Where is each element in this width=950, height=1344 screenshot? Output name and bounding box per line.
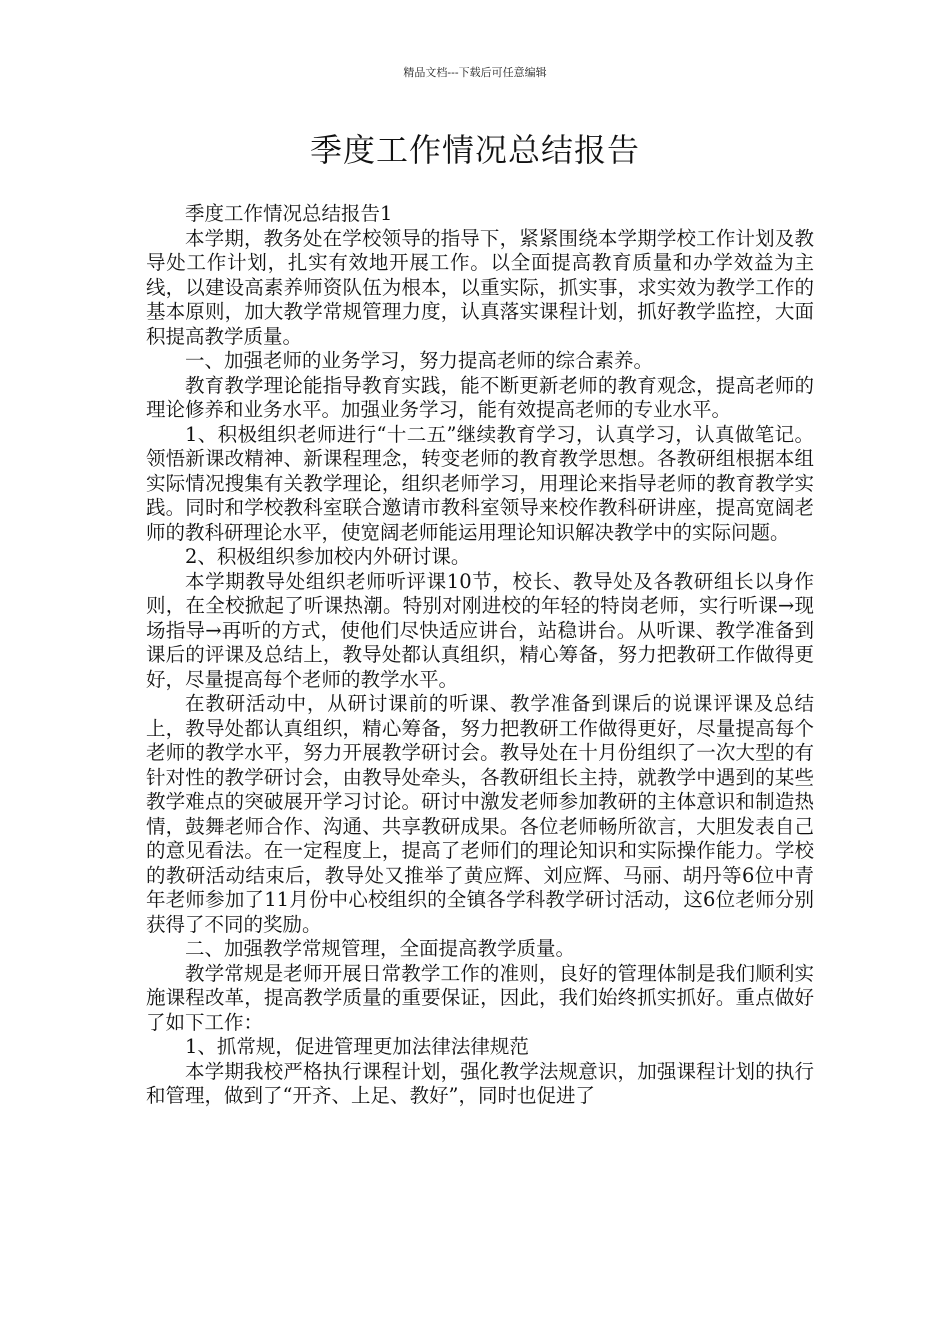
- section-heading: 一、加强老师的业务学习，努力提高老师的综合素养。: [185, 349, 654, 372]
- document-body: [146, 202, 814, 1109]
- page-header: 精品文档---下载后可任意编辑: [403, 66, 547, 79]
- paragraph: 在教研活动中，从研讨课前的听课、教学准备到课后的说课评课及总结上，教导处都认真组织，精心筹备，努力把教研工作做得更好，尽量提高每个老师的教学水平，努力开展教学研讨会。教导处在十月份组织了一次大型的有针对性的教学研讨会，由教导处牵头，各教研组长主持，就教学中遇到的某些教学难点的突破展开学习讨论。研讨中激发老师参加教研的主体意识和制造热情，鼓舞老师合作、沟通、共享教研成果。各位老师畅所欲言，大胆发表自己的意见看法。在一定程度上，提高了老师们的理论知识和实际操作能力。学校的教研活动结束后，教导处又推举了黄应辉、刘应辉、马丽、胡丹等6位中青年老师参加了11月份中心校组织的全镇各学科教学研讨活动，这6位老师分别获得了不同的奖励。: [146, 692, 814, 936]
- paragraph: 季度工作情况总结报告1: [185, 202, 393, 225]
- subsection-heading: 2、积极组织参加校内外研讨课。: [185, 545, 471, 568]
- paragraph: 本学期，教务处在学校领导的指导下，紧紧围绕本学期学校工作计划及教导处工作计划，扎实有效地开展工作。以全面提高教育质量和办学效益为主线，以建设高素养师资队伍为根本，以重实际，抓实事，求实效为教学工作的基本原则，加大教学常规管理力度，认真落实课程计划，抓好教学监控，大面积提高教学质量。: [146, 226, 814, 348]
- subsection-heading: 1、抓常规，促进管理更加法律法律规范: [185, 1035, 529, 1058]
- section-heading: 二、加强教学常规管理，全面提高教学质量。: [185, 937, 576, 960]
- paragraph: 本学期我校严格执行课程计划，强化教学法规意识，加强课程计划的执行和管理，做到了“开齐、上足、教好”，同时也促进了: [146, 1059, 814, 1107]
- paragraph: 1、积极组织老师进行“十二五”继续教育学习，认真学习，认真做笔记。领悟新课改精神、新课程理念，转变老师的教育教学思想。各教研组根据本组实际情况搜集有关教学理论，组织老师学习，用理论来指导老师的教育教学实践。同时和学校教科室联合邀请市教科室领导来校作教科研讲座，提高宽阔老师的教科研理论水平，使宽阔老师能运用理论知识解决教学中的实际问题。: [146, 422, 814, 544]
- paragraph: 本学期教导处组织老师听评课10节，校长、教导处及各教研组长以身作则，在全校掀起了听课热潮。特别对刚进校的年轻的特岗老师，实行听课→现场指导→再听的方式，使他们尽快适应讲台，站稳讲台。从听课、教学准备到课后的评课及总结上，教导处都认真组织，精心筹备，努力把教研工作做得更好，尽量提高每个老师的教学水平。: [146, 569, 814, 691]
- document-title: 季度工作情况总结报告: [309, 131, 640, 169]
- paragraph: 教育教学理论能指导教育实践，能不断更新老师的教育观念，提高老师的理论修养和业务水平。加强业务学习，能有效提高老师的专业水平。: [146, 373, 814, 421]
- paragraph: 教学常规是老师开展日常教学工作的准则，良好的管理体制是我们顺利实施课程改革，提高教学质量的重要保证，因此，我们始终抓实抓好。重点做好了如下工作：: [146, 961, 814, 1034]
